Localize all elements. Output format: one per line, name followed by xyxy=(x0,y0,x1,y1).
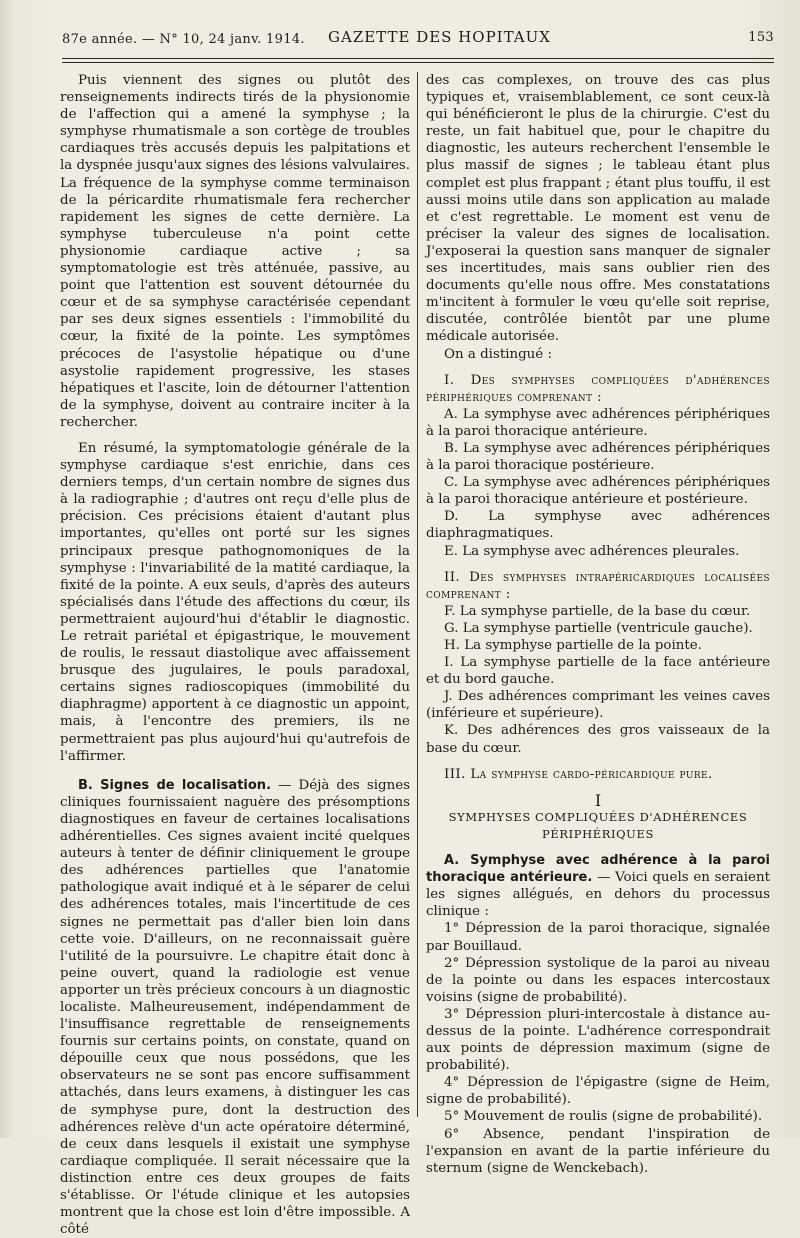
localisation-text: — Déjà des signes cliniques fournissaient naguère des présomptions diagnostiques en faveur de certaines localisations adhérentielles. Ces signes avaient incité quelques auteurs à tenter de définir cliniquement le groupe des adhérences partielles que l'anatomie pathologique avait indiqué et à le séparer de celui des adhérences totales, mais l'incertitude de ces signes ne permettait pas d'aller bien loin dans cette voie. D'ailleurs, on ne reconnaissait guère l'utilité de la poursuivre. Le chapitre était donc à peine ouvert, quand la radiologie est venue apporter un très précieux concours à un diagnostic localiste. Malheureusement, indépendamment de l'insuffisance regrettable de renseignements fournis sur certains points, on constate, quand on dépouille ceux que nous possédons, que les observateurs ne se sont pas encore suffisamment attachés, dans leurs examens, à distinguer les cas de symphyse pure, dont la destruction des adhérences relève d'un acte opératoire déterminé, de ceux dans lesquels il existait une symphyse cardiaque compliquée. Il serait nécessaire que la distinction entre ces deux groupes de faits s'établisse. Or l'étude clinique et les autopsies montrent que la chose est loin d'être impossible. A côté xyxy=(60,777,410,1238)
sign-item: 1° Dépression de la paroi thoracique, signalée par Bouillaud. xyxy=(426,921,770,954)
group2-item: F. La symphyse partielle, de la base du cœur. xyxy=(444,603,751,619)
paragraph-cas-complexes: des cas complexes, on trouve des cas plus typiques et, vraisemblablement, ce sont ceux-là qui bénéficieront le plus de la chirurgie. C'est du reste, un fait habituel que, pour le chapitre du diagnostic, les auteurs recherchent l'ensemble le plus massif de signes ; le tableau étant plus complet est plus frappant ; étant plus touffu, il est aussi moins utile dans son application au malade et c'est regrettable. Le moment est venu de préciser la valeur des signes de localisation. J'exposerai la question sans manquer de signaler ses incertitudes, mais sans oublier rien des documents qu'elle nous offre. Mes constatations m'incitent à formuler le vœu qu'elle soit reprise, discutée, contrôlée bientôt par une plume médicale autorisée. xyxy=(426,73,770,345)
left-column xyxy=(60,72,410,1238)
issue-info: 87e année. — N° 10, 24 janv. 1914. xyxy=(62,32,305,47)
group-title-2: II. Des symphyses intrapéricardiques localisées comprenant : xyxy=(426,569,770,602)
group1-item: E. La symphyse avec adhérences pleurales. xyxy=(444,543,740,559)
group1-item: A. La symphyse avec adhérences périphériques à la paroi thoracique antérieure. xyxy=(426,406,770,439)
paragraph-localisation xyxy=(60,777,410,1238)
journal-title: GAZETTE DES HOPITAUX xyxy=(328,28,551,46)
paragraph-resume: En résumé, la symptomatologie générale de la symphyse cardiaque s'est enrichie, dans ces derniers temps, d'un certain nombre de signes dus à la radiographie ; d'autres ont reçu d'elle plus de précision. Ces précisions étaient d'autant plus importantes, qu'elles ont porté sur les signes principaux presque pathognomoniques de la symphyse : l'invariabilité de la matité cardiaque, la fixité de la pointe. A eux seuls, d'après des auteurs spécialisés dans l'étude des affections du cœur, ils permettraient aujourd'hui d'établir le diagnostic. Le retrait pariétal et épigastrique, le mouvement de roulis, le ressaut diastolique avec affaissement brusque des jugulaires, le pouls paradoxal, certains signes radioscopiques (immobilité du diaphragme) apportent à ce diagnostic un appoint, mais, à l'encontre des premiers, ils ne permettraient pas plus aujourd'hui qu'autrefois de l'affirmer. xyxy=(60,440,410,764)
group1-item: B. La symphyse avec adhérences périphériques à la paroi thoracique postérieure. xyxy=(426,440,770,474)
paragraph-physionomie: Puis viennent des signes ou plutôt des renseignements indirects tirés de la physionomie de l'affection qui a amené la symphyse ; la symphyse rhumatismale a son cortège de troubles cardiaques très accusés depuis les palpitations et la dyspnée jusqu'aux signes des lésions valvulaires. La fréquence de la symphyse comme terminaison de la péricardite rhumatismale fera rechercher rapidement les signes de cette dernière. La symphyse tuberculeuse n'a point cette physionomie cardiaque active ; sa symptomatologie est très atténuée, passive, au point que l'attention est souvent détournée du cœur et de sa symphyse caractérisée cependant par ses deux signes essentiels : l'immobilité du cœur, la fixité de la pointe. Les symptômes précoces de l'asystolie hépatique ou d'une asystolie rapidement progressive, les stases hépatiques et l'ascite, loin de détourner l'attention de la symphyse, doivent au contraire inciter à la rechercher. xyxy=(60,73,411,430)
sign-item: 3° Dépression pluri-intercostale à distance au-dessus de la pointe. L'adhérence correspondrait aux points de dépression maximum (signe de probabilité). xyxy=(426,1006,770,1074)
group1-item: C. La symphyse avec adhérences périphériques à la paroi thoracique antérieure et postérieure. xyxy=(426,475,770,508)
section-title: SYMPHYSES COMPLIQUÉES D'ADHÉRENCES PÉRIPHÉRIQUES xyxy=(448,809,748,841)
section-heading-localisation: B. Signes de localisation. xyxy=(78,777,272,793)
right-column xyxy=(426,72,770,1177)
group-title-1: I. Des symphyses compliquées d'adhérences périphériques comprenant : xyxy=(426,372,770,405)
column-divider xyxy=(417,72,418,1117)
running-header xyxy=(62,28,774,52)
group2-item: I. La symphyse partielle de la face antérieure et du bord gauche. xyxy=(426,655,770,688)
subsection-text: — Voici quels en seraient les signes allégués, en dehors du processus clinique : xyxy=(426,870,770,920)
subsection-heading: A. Symphyse avec adhérence à la paroi thoracique antérieure. xyxy=(426,853,770,886)
group-title-3: III. La symphyse cardo-péricardique pure. xyxy=(444,766,713,782)
group2-item: H. La symphyse partielle de la pointe. xyxy=(444,638,702,653)
paragraph-on-a-distingue: On a distingué : xyxy=(444,346,553,362)
group2-item: K. Des adhérences des gros vaisseaux de la base du cœur. xyxy=(426,723,770,756)
section-roman-numeral: I xyxy=(594,790,602,810)
group2-item: J. Des adhérences comprimant les veines caves (inférieure et supérieure). xyxy=(426,689,770,722)
sign-item: 4° Dépression de l'épigastre (signe de Heim, signe de probabilité). xyxy=(426,1075,770,1108)
sign-item: 5° Mouvement de roulis (signe de probabilité). xyxy=(444,1109,763,1125)
header-rule-top xyxy=(62,58,774,59)
page-number: 153 xyxy=(748,30,774,45)
sign-item: 6° Absence, pendant l'inspiration de l'expansion en avant de la partie inférieure du sternum (signe de Wenckebach). xyxy=(426,1126,770,1176)
paragraph-paroi-anterieure xyxy=(426,852,770,920)
group1-item: D. La symphyse avec adhérences diaphragmatiques. xyxy=(426,509,770,542)
sign-item: 2° Dépression systolique de la paroi au niveau de la pointe ou dans les espaces intercostaux voisins (signe de probabilité). xyxy=(426,955,770,1005)
group2-item: G. La symphyse partielle (ventricule gauche). xyxy=(444,620,753,636)
header-rule-bottom xyxy=(62,62,774,63)
